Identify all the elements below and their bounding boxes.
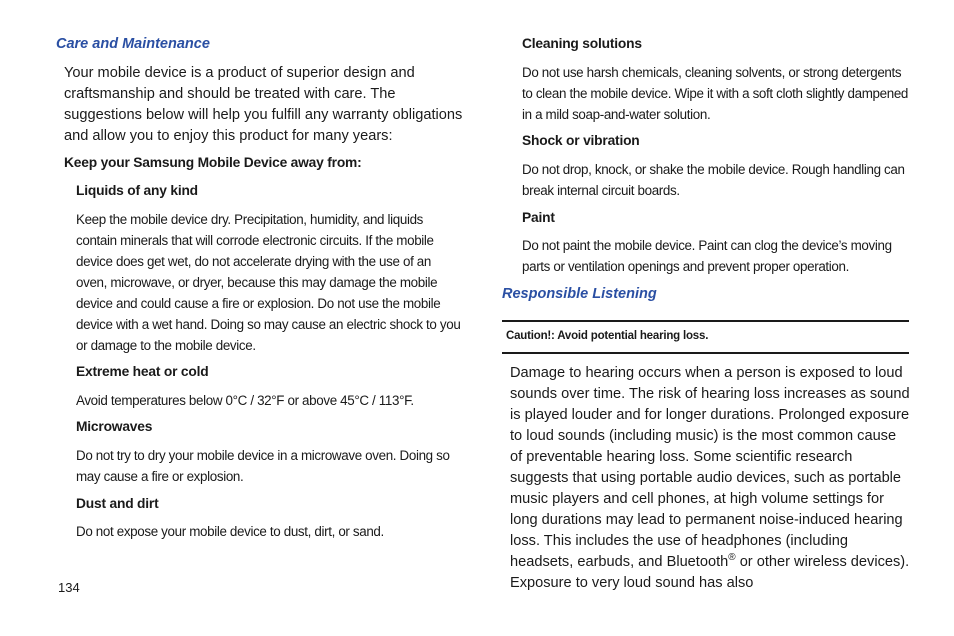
page-number: 134 bbox=[58, 580, 80, 595]
heat-cold-body: Avoid temperatures below 0°C / 32°F or above 45°C / 113°F. bbox=[76, 393, 414, 408]
liquids-body: Keep the mobile device dry. Precipitation, humidity, and liquids contain minerals that will corrode electronic circuits. If the mobile device does get wet, do not accelerate drying with the use of an oven, microwave, or dryer, because this may damage the mobile device and could cause a fire or explosion. Do not use the mobile device with a wet hand. Doing so may cause an electric shock to you or damage to the mobile device. bbox=[76, 212, 461, 353]
caution-text: Caution!: Avoid potential hearing loss. bbox=[506, 330, 709, 342]
cleaning-body: Do not use harsh chemicals, cleaning solvents, or strong detergents to clean the mobile device. Wipe it with a soft cloth slightly dampened in a mild soap-and-water solution. bbox=[522, 65, 909, 122]
responsible-listening-heading: Responsible Listening bbox=[502, 286, 657, 302]
paint-body: Do not paint the mobile device. Paint can clog the device’s moving parts or ventilation openings and prevent proper operation. bbox=[522, 238, 892, 274]
paint-heading: Paint bbox=[522, 210, 555, 225]
keep-away-heading: Keep your Samsung Mobile Device away from: bbox=[64, 155, 362, 170]
care-maintenance-heading: Care and Maintenance bbox=[56, 36, 210, 52]
shock-heading: Shock or vibration bbox=[522, 133, 640, 148]
shock-body: Do not drop, knock, or shake the mobile device. Rough handling can break internal circuit boards. bbox=[522, 162, 905, 198]
care-intro-paragraph: Your mobile device is a product of superior design and craftsmanship and should be treated with care. The suggestions below will help you fulfill any warranty obligations and allow you to enjoy this product for many years: bbox=[64, 65, 463, 144]
dust-dirt-heading: Dust and dirt bbox=[76, 496, 159, 511]
hearing-paragraph bbox=[510, 363, 910, 594]
microwaves-body: Do not try to dry your mobile device in a microwave oven. Doing so may cause a fire or explosion. bbox=[76, 448, 450, 484]
heat-cold-heading: Extreme heat or cold bbox=[76, 364, 209, 379]
hearing-text-part1: Damage to hearing occurs when a person is exposed to loud sounds over time. The risk of hearing loss increases as sound is played louder and for longer durations. Prolonged exposure to loud sounds (including music) is the most common cause of preventable hearing loss. Some scientific research suggests that using portable audio devices, such as portable music players and cell phones, at high volume settings for long durations may lead to permanent noise-induced hearing loss. This includes the use of headphones (including headsets, earbuds, and Bluetooth bbox=[510, 365, 910, 570]
microwaves-heading: Microwaves bbox=[76, 419, 153, 434]
caution-box bbox=[502, 320, 909, 354]
hearing-text-part2: or other wireless devices). Exposure to very loud sound has also bbox=[510, 554, 910, 591]
cleaning-heading: Cleaning solutions bbox=[522, 36, 642, 51]
liquids-heading: Liquids of any kind bbox=[76, 183, 198, 198]
registered-mark: ® bbox=[728, 552, 736, 564]
dust-dirt-body: Do not expose your mobile device to dust, dirt, or sand. bbox=[76, 524, 384, 539]
